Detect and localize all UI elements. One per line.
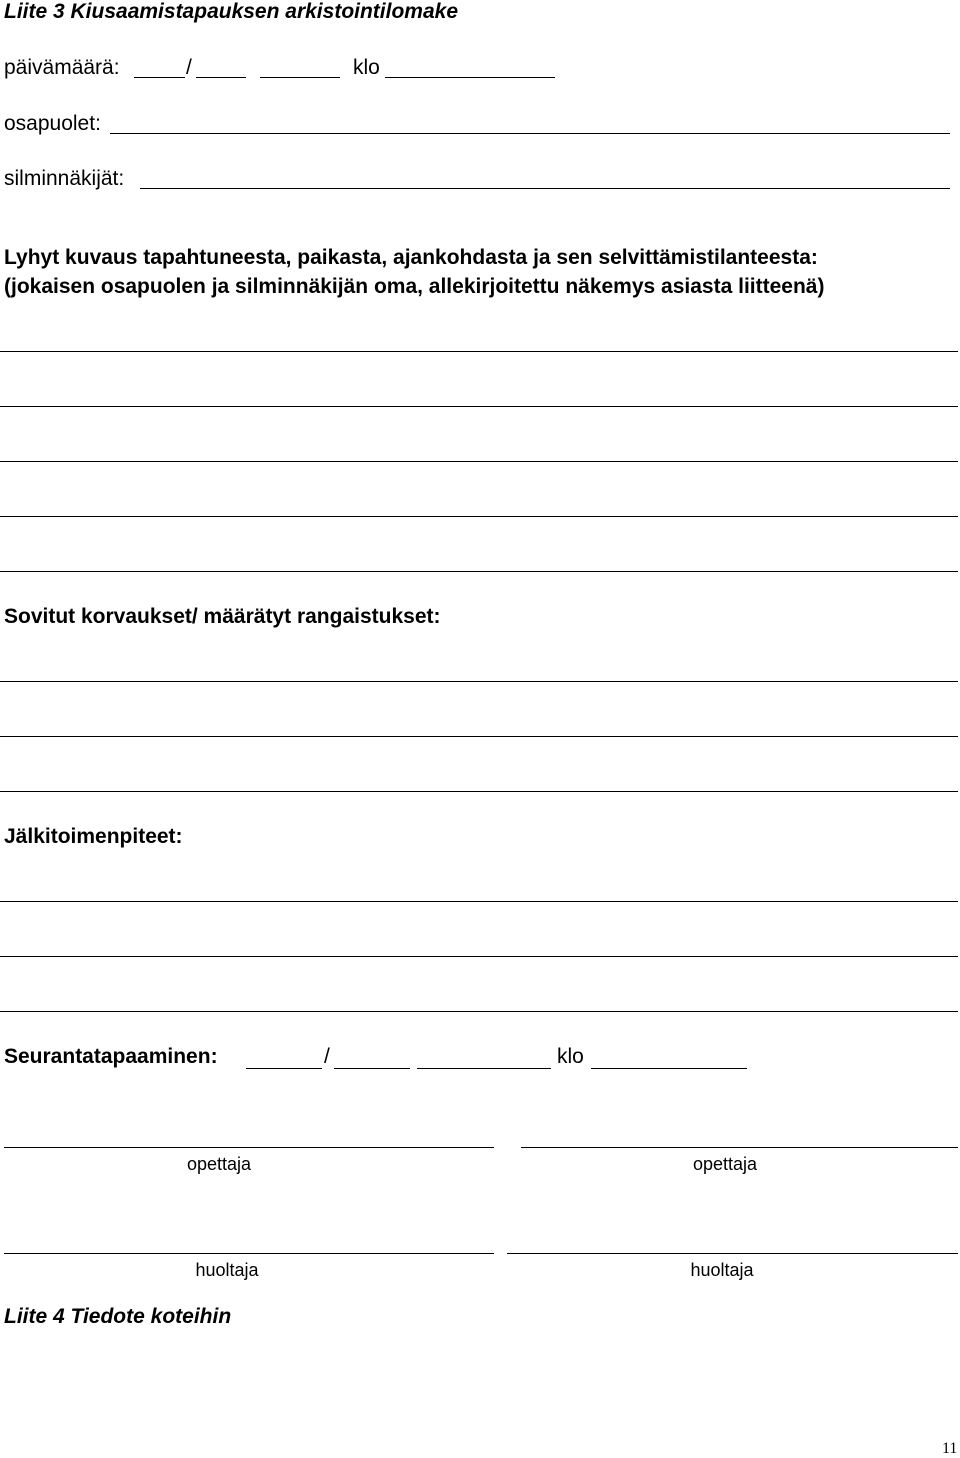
description-line-3[interactable] [0, 461, 958, 462]
date-month-line[interactable] [196, 77, 246, 78]
parties-label: osapuolet: [4, 112, 101, 135]
description-line-4[interactable] [0, 516, 958, 517]
description-line-5[interactable] [0, 571, 958, 572]
date-day-line[interactable] [134, 77, 185, 78]
meeting-time-label: klo [557, 1045, 584, 1068]
description-heading-line2: (jokaisen osapuolen ja silminnäkijän oma, allekirjoitettu näkemys asiasta liitteenä) [4, 275, 825, 298]
date-label: päivämäärä: [4, 56, 120, 79]
time-line[interactable] [385, 77, 555, 78]
parties-line[interactable] [110, 133, 950, 134]
time-label: klo [353, 56, 380, 79]
guardian-caption-right: huoltaja [690, 1260, 754, 1280]
meeting-separator: / [324, 1045, 330, 1068]
meeting-label: Seurantatapaaminen: [4, 1045, 218, 1068]
description-line-1[interactable] [0, 351, 958, 352]
meeting-year-line[interactable] [417, 1068, 551, 1069]
meeting-day-line[interactable] [246, 1068, 322, 1069]
date-year-line[interactable] [260, 77, 340, 78]
teacher-signature-line-left[interactable] [4, 1147, 494, 1148]
meeting-time-line[interactable] [591, 1068, 747, 1069]
followup-line-2[interactable] [0, 956, 958, 957]
followup-line-3[interactable] [0, 1011, 958, 1012]
followup-line-1[interactable] [0, 901, 958, 902]
witnesses-label: silminnäkijät: [4, 167, 125, 190]
witnesses-line[interactable] [140, 188, 950, 189]
next-appendix-title: Liite 4 Tiedote koteihin [4, 1305, 232, 1328]
teacher-caption-right: opettaja [692, 1154, 758, 1174]
page-title: Liite 3 Kiusaamistapauksen arkistointilomake [4, 0, 459, 23]
description-heading-line1: Lyhyt kuvaus tapahtuneesta, paikasta, ajankohdasta ja sen selvittämistilanteesta: [4, 246, 818, 269]
guardian-signature-line-left[interactable] [4, 1253, 494, 1254]
teacher-caption-left: opettaja [186, 1154, 252, 1174]
teacher-signature-line-right[interactable] [521, 1147, 958, 1148]
followup-heading: Jälkitoimenpiteet: [4, 825, 183, 848]
compensations-line-3[interactable] [0, 791, 958, 792]
meeting-month-line[interactable] [334, 1068, 410, 1069]
compensations-line-1[interactable] [0, 681, 958, 682]
description-line-2[interactable] [0, 406, 958, 407]
compensations-heading: Sovitut korvaukset/ määrätyt rangaistukset: [4, 605, 441, 628]
guardian-signature-line-right[interactable] [507, 1253, 958, 1254]
compensations-line-2[interactable] [0, 736, 958, 737]
page-number: 11 [942, 1440, 958, 1457]
date-separator: / [186, 56, 192, 79]
guardian-caption-left: huoltaja [195, 1260, 259, 1280]
